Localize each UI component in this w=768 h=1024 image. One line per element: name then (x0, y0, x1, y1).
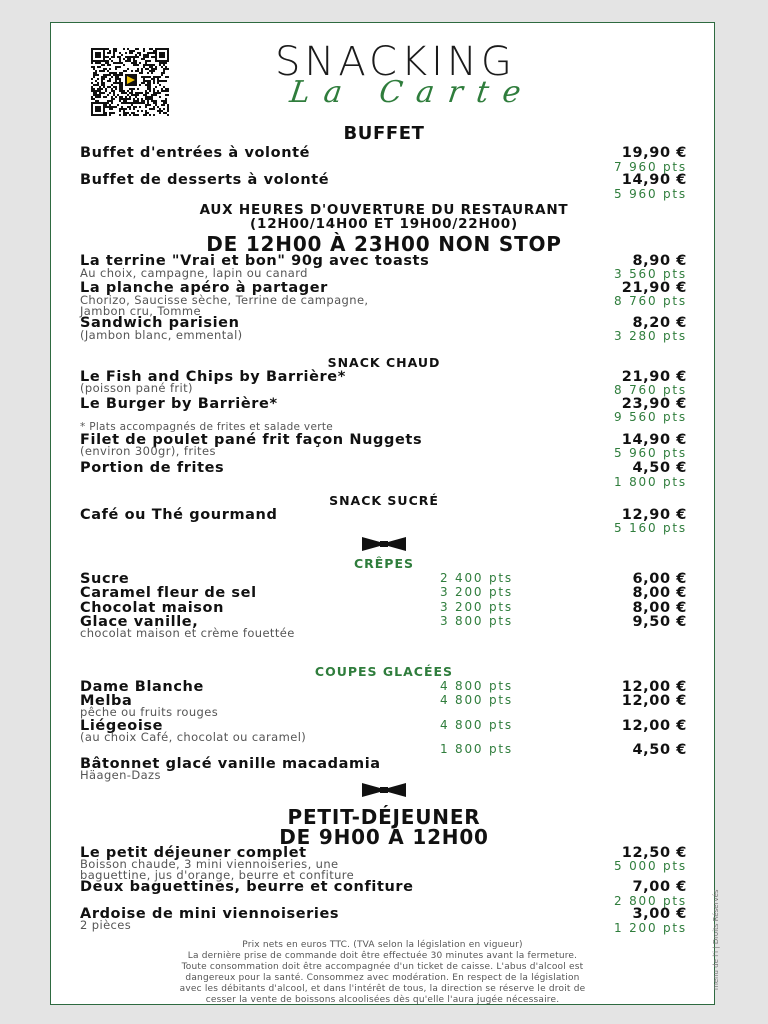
item-points: 9 560 pts (614, 410, 687, 424)
menu-item (80, 397, 687, 412)
menu-item (80, 146, 687, 161)
item-description-line2: Jambon cru, Tomme (80, 304, 201, 318)
footer-line: cesser la vente de boissons alcoolisées dès qu'elle l'aura jugée nécessaire. (205, 995, 560, 1005)
item-points: 5 000 pts (614, 859, 687, 873)
item-price: 8,00 € (632, 585, 687, 601)
item-price: 7,00 € (632, 879, 687, 895)
menu-item (80, 880, 687, 895)
item-points: 3 560 pts (614, 267, 687, 281)
item-price: 9,50 € (632, 614, 687, 630)
item-price: 6,00 € (632, 571, 687, 587)
qr-code[interactable] (91, 48, 169, 116)
snack-sucre-heading: SNACK SUCRÉ (329, 493, 439, 508)
bowtie-divider-icon (362, 782, 406, 798)
item-name: Melba (80, 693, 133, 709)
item-description: (poisson pané frit) (80, 381, 193, 395)
item-description: 2 pièces (80, 918, 132, 932)
item-price: 14,90 € (621, 432, 687, 448)
item-name: Dame Blanche (80, 679, 204, 695)
item-description: (environ 300gr), frites (80, 444, 216, 458)
item-name: Buffet d'entrées à volonté (80, 145, 311, 161)
footer-line: Prix nets en euros TTC. (TVA selon la législation en vigueur) (242, 940, 523, 950)
footer-line: avec les débitants d'alcool, et dans l'intérêt de tous, la direction se réserve le droit de (179, 984, 586, 994)
item-points: 1 800 pts (440, 742, 513, 756)
coupes-heading: COUPES GLACÉES (314, 664, 454, 679)
legal-footer (65, 940, 700, 1006)
item-name: Café ou Thé gourmand (80, 507, 278, 523)
item-price: 8,90 € (632, 253, 687, 269)
item-points: 2 400 pts (440, 571, 513, 585)
item-points: 5 960 pts (614, 446, 687, 460)
item-name: Filet de poulet pané frit façon Nuggets (80, 432, 423, 448)
item-name: Le Fish and Chips by Barrière* (80, 369, 346, 385)
menu-title: SNACKING (275, 39, 516, 85)
item-price: 14,90 € (621, 172, 687, 188)
item-points: 8 760 pts (614, 294, 687, 308)
item-name: Chocolat maison (80, 600, 224, 616)
menu-script-subtitle: La Carte (287, 75, 537, 110)
item-price: 3,00 € (632, 906, 687, 922)
credit-text: menu de l'i | Droits Réservés (712, 889, 720, 990)
item-name: Sucre (80, 571, 130, 587)
item-description: pêche ou fruits rouges (80, 705, 219, 719)
item-points: 3 200 pts (440, 600, 513, 614)
item-name: Glace vanille, (80, 614, 199, 630)
item-name: La planche apéro à partager (80, 280, 328, 296)
menu-item (80, 508, 687, 523)
item-price: 8,20 € (632, 315, 687, 331)
item-price: 8,00 € (632, 600, 687, 616)
item-price: 12,00 € (621, 718, 687, 734)
item-points: 5 960 pts (614, 187, 687, 201)
item-points: 4 800 pts (440, 693, 513, 707)
crepes-heading: CRÊPES (353, 556, 415, 571)
item-price: 19,90 € (621, 145, 687, 161)
item-name: La terrine "Vrai et bon" 90g avec toasts (80, 253, 430, 269)
item-price: 21,90 € (621, 280, 687, 296)
item-points: 3 280 pts (614, 329, 687, 343)
item-price: 12,00 € (621, 693, 687, 709)
item-description: chocolat maison et crème fouettée (80, 626, 295, 640)
footer-line: La dernière prise de commande doit être effectuée 30 minutes avant la fermeture. (187, 951, 578, 961)
item-points: 3 200 pts (440, 585, 513, 599)
item-name: Le Burger by Barrière* (80, 396, 278, 412)
item-price: 23,90 € (621, 396, 687, 412)
item-name: Ardoise de mini viennoiseries (80, 906, 340, 922)
item-points: 8 760 pts (614, 383, 687, 397)
item-description-line2: baguettine, jus d'orange, beurre et confiture (80, 868, 355, 882)
menu-item (80, 757, 687, 772)
item-description: Au choix, campagne, lapin ou canard (80, 266, 308, 280)
breakfast-heading: PETIT-DÉJEUNER (287, 805, 481, 829)
item-points: 7 960 pts (614, 160, 687, 174)
item-name: Liégeoise (80, 718, 164, 734)
item-description: Chorizo, Saucisse sèche, Terrine de campagne, (80, 293, 369, 307)
menu-item (80, 173, 687, 188)
item-price: 12,00 € (621, 679, 687, 695)
snack-note: * Plats accompagnés de frites et salade verte (80, 421, 333, 433)
item-price: 12,50 € (621, 845, 687, 861)
menu-item (80, 907, 687, 922)
item-name: Caramel fleur de sel (80, 585, 257, 601)
item-description: (au choix Café, chocolat ou caramel) (80, 730, 307, 744)
nonstop-heading: DE 12H00 À 23H00 NON STOP (206, 232, 562, 256)
item-price: 21,90 € (621, 369, 687, 385)
item-name: Portion de frites (80, 460, 225, 476)
item-name: Sandwich parisien (80, 315, 240, 331)
item-points: 1 200 pts (614, 921, 687, 935)
item-price: 4,50 € (632, 460, 687, 476)
breakfast-hours: DE 9H00 À 12H00 (279, 825, 489, 849)
item-name: Buffet de desserts à volonté (80, 172, 330, 188)
snack-chaud-heading: SNACK CHAUD (327, 355, 441, 370)
footer-line: dangereux pour la santé. Consommez avec modération. En respect de la législation (185, 973, 580, 983)
opening-hours-line2: (12H00/14H00 ET 19H00/22H00) (250, 216, 518, 232)
footer-line: Toute consommation doit être accompagnée d'un ticket de caisse. L'abus d'alcool est (181, 962, 584, 972)
item-description: Häagen-Dazs (80, 768, 161, 782)
item-name: Deux baguettines, beurre et confiture (80, 879, 414, 895)
bowtie-divider-icon (362, 536, 406, 552)
item-points: 2 800 pts (614, 894, 687, 908)
menu-item (80, 586, 687, 601)
item-price: 4,50 € (632, 742, 687, 758)
menu-item (80, 680, 687, 695)
item-points: 5 160 pts (614, 521, 687, 535)
item-name: Bâtonnet glacé vanille macadamia (80, 756, 381, 772)
item-description: (Jambon blanc, emmental) (80, 328, 243, 342)
item-points: 1 800 pts (614, 475, 687, 489)
item-points: 3 800 pts (440, 614, 513, 628)
item-points: 4 800 pts (440, 718, 513, 732)
opening-hours-line1: AUX HEURES D'OUVERTURE DU RESTAURANT (199, 202, 569, 218)
item-name: Le petit déjeuner complet (80, 845, 307, 861)
item-points: 4 800 pts (440, 679, 513, 693)
item-description: Boisson chaude, 3 mini viennoiseries, une (80, 857, 339, 871)
menu-item (80, 461, 687, 476)
item-price: 12,90 € (621, 507, 687, 523)
buffet-heading: BUFFET (343, 123, 425, 144)
